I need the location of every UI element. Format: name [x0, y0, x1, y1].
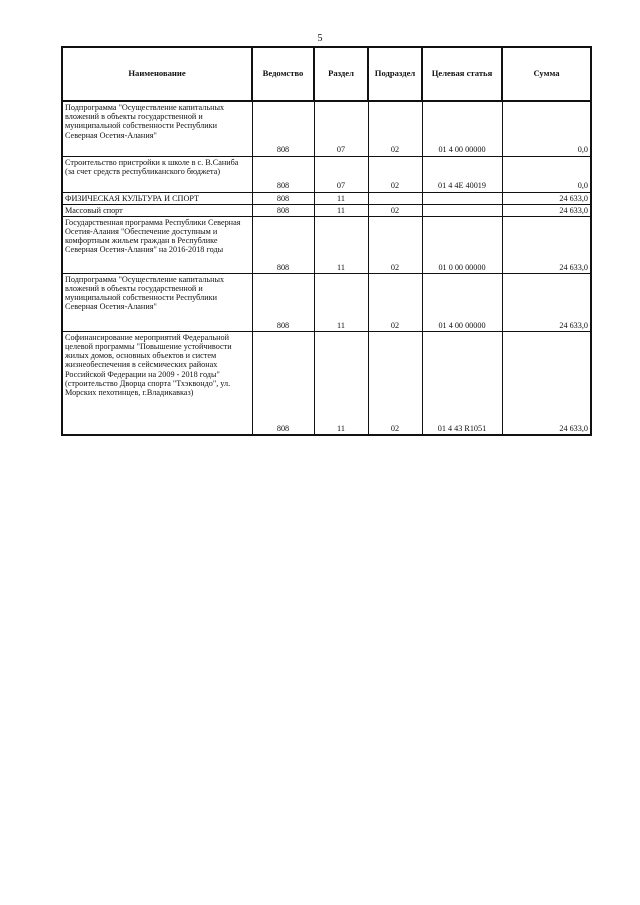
row-name: Массовый спорт — [62, 204, 252, 216]
row-razdel: 11 — [314, 192, 368, 204]
row-podrazdel — [368, 192, 422, 204]
row-podrazdel: 02 — [368, 101, 422, 156]
row-statya: 01 4 00 00000 — [422, 273, 502, 331]
row-name: ФИЗИЧЕСКАЯ КУЛЬТУРА И СПОРТ — [62, 192, 252, 204]
header-statya: Целевая статья — [422, 47, 502, 101]
row-summa: 24 633,0 — [502, 273, 591, 331]
row-razdel: 11 — [314, 273, 368, 331]
row-name: Подпрограмма "Осуществление капитальных вложений в объекты государственной и муниципальной собственности Республики Северная Осетия-Алания" — [62, 101, 252, 156]
row-podrazdel: 02 — [368, 273, 422, 331]
table-row — [62, 192, 591, 204]
table-row — [62, 156, 591, 192]
row-summa: 0,0 — [502, 101, 591, 156]
row-statya — [422, 204, 502, 216]
row-summa: 24 633,0 — [502, 204, 591, 216]
table-row — [62, 204, 591, 216]
row-vedomstvo: 808 — [252, 273, 314, 331]
header-vedomstvo: Ведомство — [252, 47, 314, 101]
row-razdel: 11 — [314, 204, 368, 216]
row-podrazdel: 02 — [368, 331, 422, 435]
row-podrazdel: 02 — [368, 204, 422, 216]
row-summa: 24 633,0 — [502, 216, 591, 273]
row-razdel: 11 — [314, 331, 368, 435]
row-statya: 01 4 00 00000 — [422, 101, 502, 156]
table-row — [62, 331, 591, 435]
row-name: Софинансирование мероприятий Федеральной целевой программы "Повышение устойчивости жилых домов, основных объектов и систем жизнеобеспечения в сейсмических районах Российской Федерации на 2009 - 2018 годы" (строительство Дворца спорта "Тхэквондо", ул. Морских пехотинцев, г.Владикавказ) — [62, 331, 252, 435]
row-podrazdel: 02 — [368, 216, 422, 273]
row-statya: 01 0 00 00000 — [422, 216, 502, 273]
row-summa: 24 633,0 — [502, 192, 591, 204]
row-vedomstvo: 808 — [252, 156, 314, 192]
row-statya: 01 4 43 R1051 — [422, 331, 502, 435]
table-header-row — [62, 47, 591, 101]
row-statya: 01 4 4E 40019 — [422, 156, 502, 192]
row-summa: 0,0 — [502, 156, 591, 192]
row-vedomstvo: 808 — [252, 192, 314, 204]
header-name: Наименование — [62, 47, 252, 101]
table-row — [62, 216, 591, 273]
header-summa: Сумма — [502, 47, 591, 101]
row-vedomstvo: 808 — [252, 331, 314, 435]
row-name: Подпрограмма "Осуществление капитальных вложений в объекты государственной и муниципальной собственности Республики Северная Осетия-Алания" — [62, 273, 252, 331]
row-vedomstvo: 808 — [252, 204, 314, 216]
row-name: Строительство пристройки к школе в с. В.Саниба (за счет средств республиканского бюджета) — [62, 156, 252, 192]
table-row — [62, 273, 591, 331]
row-vedomstvo: 808 — [252, 216, 314, 273]
row-statya — [422, 192, 502, 204]
row-vedomstvo: 808 — [252, 101, 314, 156]
row-summa: 24 633,0 — [502, 331, 591, 435]
row-podrazdel: 02 — [368, 156, 422, 192]
header-podrazdel: Подраздел — [368, 47, 422, 101]
budget-table — [61, 46, 592, 436]
row-name: Государственная программа Республики Северная Осетия-Алания "Обеспечение доступным и комфортным жильем граждан в Республике Северная Осетия-Алания" на 2016-2018 годы — [62, 216, 252, 273]
row-razdel: 11 — [314, 216, 368, 273]
page-number: 5 — [317, 33, 323, 44]
row-razdel: 07 — [314, 101, 368, 156]
table-row — [62, 101, 591, 156]
row-razdel: 07 — [314, 156, 368, 192]
header-razdel: Раздел — [314, 47, 368, 101]
